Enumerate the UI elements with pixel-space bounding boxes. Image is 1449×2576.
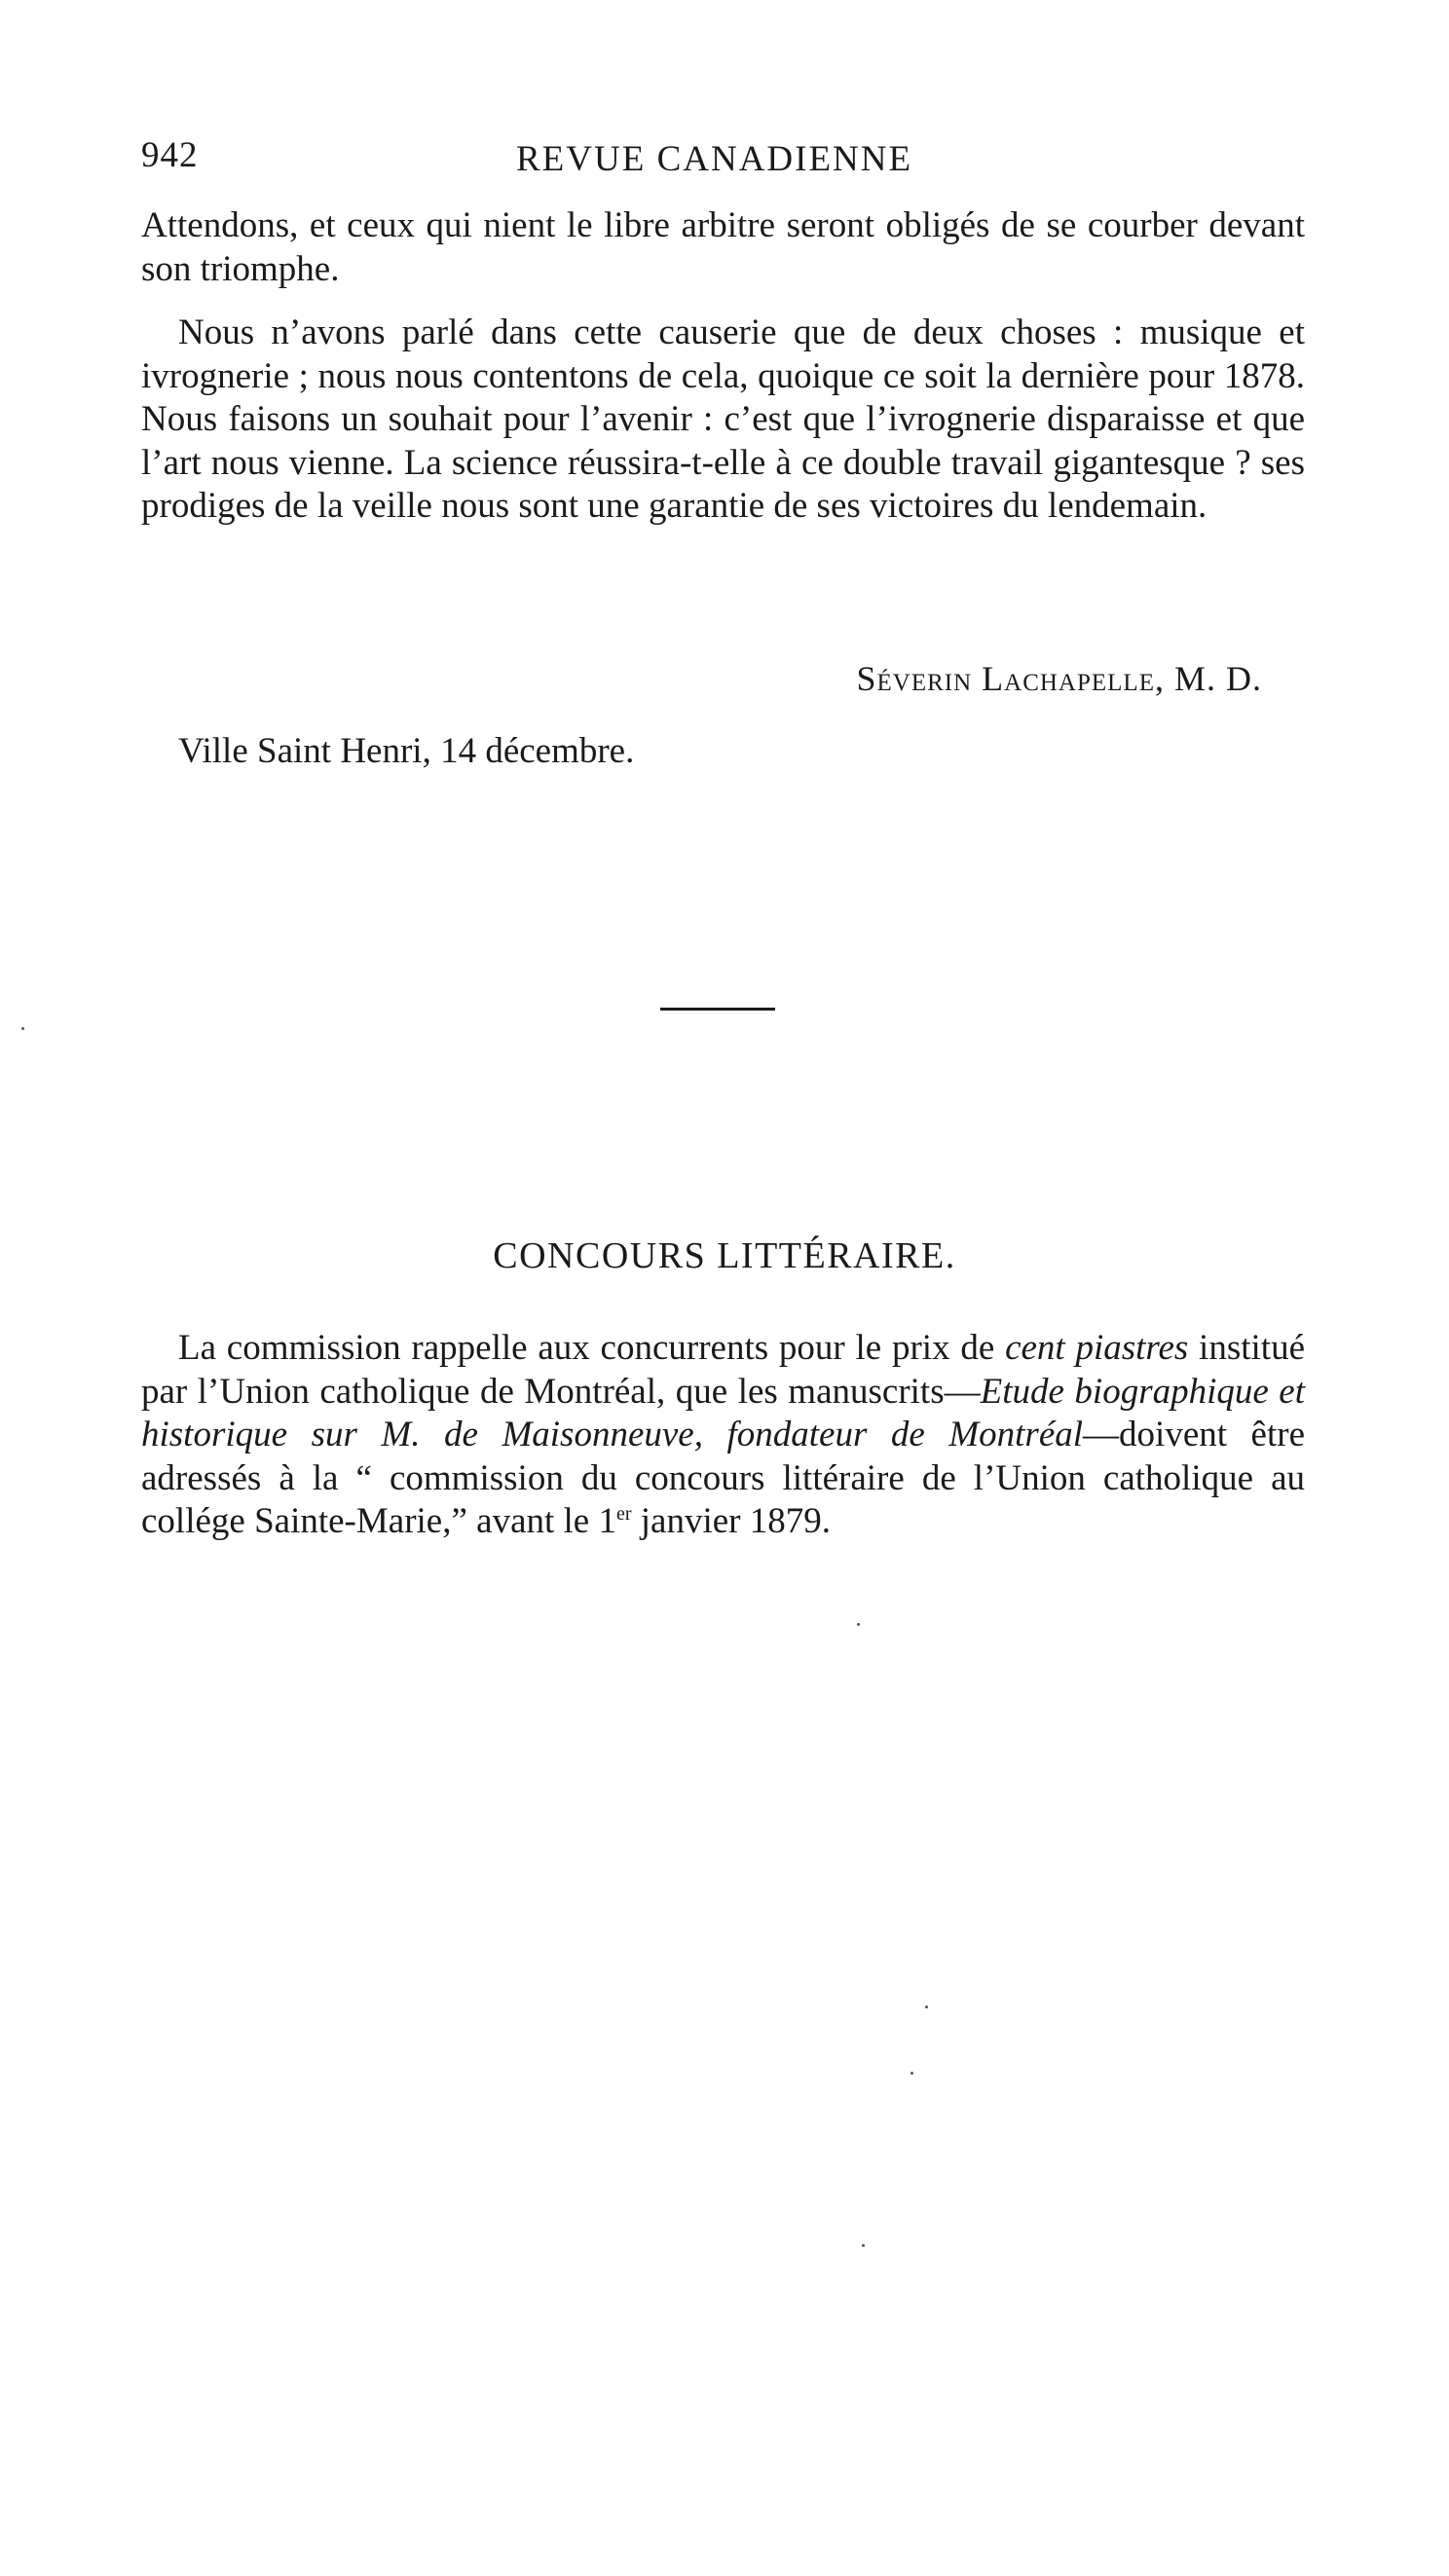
- paragraph-text: Nous n’avons parlé dans cette causerie que de deux choses : musique et ivrognerie ; nous nous contentons de cela, quoique ce soit la dernière pour 1878. Nous faisons un souhait pour l’avenir : c’est que l’ivrognerie disparaisse et que l’art nous vienne. La science réussira-t-elle à ce double travail gigantesque ? ses prodiges de la veille nous sont une garantie de ses victoires du lendemain.: [141, 313, 1305, 526]
- page-header: [141, 134, 1305, 183]
- scan-speck: [910, 2072, 913, 2075]
- italic-run: Etude biographique et historique sur M. de Maisonneuve, fondateur de Montréal: [141, 1371, 1306, 1454]
- author-name: Séverin Lachapelle,: [856, 659, 1165, 698]
- running-title: REVUE CANADIENNE: [516, 139, 913, 179]
- scan-speck: [21, 1027, 24, 1030]
- section-title: CONCOURS LITTÉRAIRE.: [493, 1235, 956, 1276]
- italic-run: cent piastres: [1005, 1328, 1189, 1368]
- place-date: Ville Saint Henri, 14 décembre.: [178, 731, 635, 771]
- article-paragraph-1: [141, 204, 1305, 291]
- article-paragraph-2: [141, 312, 1305, 529]
- text-run: janvier 1879.: [631, 1501, 832, 1541]
- text-run: La commission rappelle aux concurrents pour le prix de: [178, 1328, 1006, 1368]
- author-signature: [856, 658, 1262, 699]
- text-run: institué par l’Union catholique de Montréal, que les manuscrits—: [141, 1328, 1305, 1412]
- scan-speck: [925, 2006, 928, 2008]
- section-paragraph: [141, 1327, 1305, 1544]
- author-title: M. D.: [1173, 659, 1262, 698]
- scan-speck: [862, 2244, 865, 2247]
- text-run: —doivent être adressés à la “ commission du concours littéraire de l’Union catholique au collége Sainte-Marie,” avant le 1: [141, 1415, 1305, 1541]
- scan-speck: [857, 1623, 860, 1626]
- section-divider: [660, 1008, 775, 1011]
- paragraph-text: [141, 1327, 1305, 1544]
- paragraph-text: Attendons, et ceux qui nient le libre arbitre seront obligés de se courber devant son triomphe.: [141, 205, 1305, 289]
- superscript: er: [615, 1503, 632, 1525]
- page-number: 942: [141, 135, 199, 175]
